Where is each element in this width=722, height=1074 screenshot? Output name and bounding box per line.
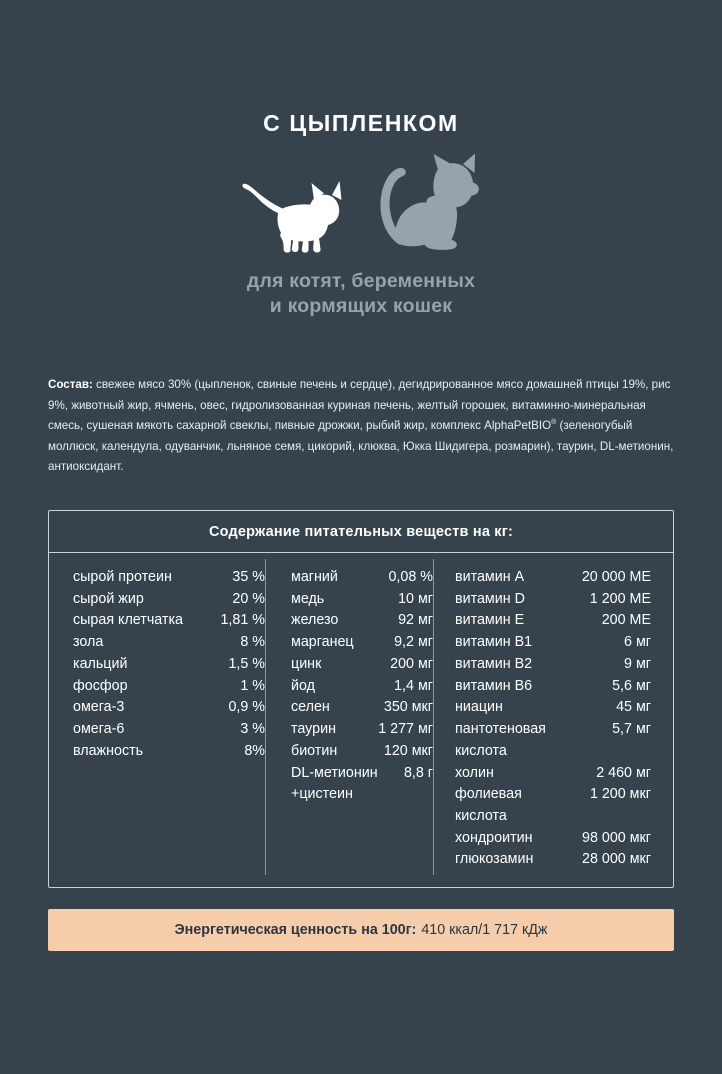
nutrient-name: хондроитин (455, 829, 533, 846)
composition-text-after-brand: (зеленогубый моллюск, календула, одуванчик, льняное семя, цикорий, клюква, Юкка Шидигера, розмарин), таурин, DL-метионин, антиоксидант. (48, 419, 674, 474)
nutrition-row (455, 784, 651, 806)
hero-section (0, 0, 722, 319)
nutrition-row (73, 589, 265, 611)
nutrient-value: 1,5 % (228, 655, 265, 672)
nutrient-value: 5,7 мг (612, 721, 651, 738)
nutrient-name: омега-3 (73, 699, 125, 716)
nutrition-column-1 (49, 567, 265, 871)
nutrient-value: 350 мкг (383, 699, 433, 716)
nutrient-name: витамин Е (455, 612, 525, 629)
nutrient-name: железо (291, 612, 339, 629)
nutrient-value: 1 200 МЕ (589, 590, 651, 607)
nutrition-row (73, 676, 265, 698)
composition-brand-name: AlphaPetBIO (484, 419, 552, 433)
nutrient-name: селен (291, 699, 330, 716)
nutrient-value: 1 % (240, 677, 265, 694)
nutrient-name: влажность (73, 742, 144, 759)
nutrition-row (291, 654, 433, 676)
nutrition-row (291, 741, 433, 763)
nutrition-column-3 (433, 567, 669, 871)
nutrient-name: витамин А (455, 569, 525, 586)
nutrient-value: 2 460 мг (596, 764, 651, 781)
nutrient-name: омега-6 (73, 721, 125, 738)
nutrition-row (455, 676, 651, 698)
nutrient-name: +цистеин (291, 786, 353, 803)
nutrition-row (455, 589, 651, 611)
nutrient-name: холин (455, 764, 494, 781)
nutrient-name: таурин (291, 721, 336, 738)
energy-value-number: 410 ккал/1 717 кДж (421, 922, 548, 939)
nutrient-name: витамин В1 (455, 634, 533, 651)
nutrient-value: 20 000 МЕ (581, 569, 651, 586)
adult-cat-silhouette-icon (370, 153, 482, 253)
registered-mark-icon: ® (551, 419, 557, 427)
nutrient-name: пантотеновая (455, 721, 546, 738)
nutrition-row (455, 741, 651, 763)
nutrition-row (73, 610, 265, 632)
page-title: С ЦЫПЛЕНКОМ (263, 110, 459, 136)
nutrient-name: фолиевая (455, 786, 522, 803)
nutrient-name: кислота (455, 807, 507, 824)
nutrition-row (73, 697, 265, 719)
nutrient-name: сырой протеин (73, 569, 172, 586)
nutrient-value: 45 мг (616, 699, 651, 716)
nutrition-row (455, 567, 651, 589)
nutrient-name: кальций (73, 655, 128, 672)
hero-subtitle (0, 269, 722, 319)
nutrient-value: 0,08 % (388, 569, 433, 586)
energy-value-bar (48, 909, 674, 951)
nutrition-row (291, 589, 433, 611)
nutrient-name: биотин (291, 742, 338, 759)
nutrient-value: 5,6 мг (612, 677, 651, 694)
nutrient-value: 92 мг (398, 612, 433, 629)
nutrition-row (291, 763, 433, 785)
nutrition-row (73, 654, 265, 676)
nutrition-row (455, 828, 651, 850)
nutrient-value: 8,8 г (403, 764, 433, 781)
nutrient-name: ниацин (455, 699, 503, 716)
nutrition-row (455, 654, 651, 676)
nutrient-name: медь (291, 590, 325, 607)
nutrient-name: витамин В6 (455, 677, 533, 694)
nutrient-value: 9 мг (624, 655, 651, 672)
nutrient-value: 200 МЕ (601, 612, 651, 629)
nutrient-value: 120 мкг (383, 742, 433, 759)
nutrient-value: 1,81 % (220, 612, 265, 629)
nutrition-row (73, 741, 265, 763)
nutrient-name: витамин В2 (455, 655, 533, 672)
nutrient-name: марганец (291, 634, 354, 651)
nutrition-table-header: Содержание питательных веществ на кг: (49, 511, 673, 553)
nutrition-row (455, 849, 651, 871)
nutrient-name: сырой жир (73, 590, 144, 607)
nutrition-row (73, 632, 265, 654)
column-divider-1 (265, 559, 266, 875)
nutrition-row (455, 697, 651, 719)
nutrition-column-2 (265, 567, 433, 871)
nutrient-value: 28 000 мкг (582, 851, 651, 868)
nutrient-value: 1 277 мг (378, 721, 433, 738)
nutrient-value: 3 % (240, 721, 265, 738)
nutrition-row (291, 676, 433, 698)
nutrition-row (455, 632, 651, 654)
nutrient-name: витамин D (455, 590, 525, 607)
nutrient-name: магний (291, 569, 338, 586)
nutrition-row (455, 763, 651, 785)
nutrient-value: 0,9 % (228, 699, 265, 716)
nutrient-name: глюкозамин (455, 851, 534, 868)
nutrient-value: 1 200 мкг (589, 786, 651, 803)
nutrient-value: 6 мг (624, 634, 651, 651)
nutrition-row (291, 697, 433, 719)
nutrient-value: 9,2 мг (394, 634, 433, 651)
nutrition-row (455, 719, 651, 741)
hero-subtitle-line-2: и кормящих кошек (269, 294, 453, 317)
nutrient-name: зола (73, 634, 104, 651)
nutrition-row (291, 567, 433, 589)
nutrition-row (291, 784, 433, 806)
nutrient-name: фосфор (73, 677, 128, 694)
nutrient-value: 35 % (232, 569, 265, 586)
nutrition-row (73, 567, 265, 589)
nutrient-value: 8% (244, 742, 265, 759)
nutrition-row (73, 719, 265, 741)
nutrient-value: 1,4 мг (394, 677, 433, 694)
nutrient-value: 8 % (240, 634, 265, 651)
hero-subtitle-line-1: для котят, беременных (246, 270, 476, 292)
composition-label: Состав: (48, 377, 93, 391)
nutrition-table (48, 510, 674, 888)
nutrition-table-body (49, 553, 673, 887)
composition-text-before-brand: свежее мясо 30% (цыпленок, свиные печень и сердце), дегидрированное мясо домашней птицы 19%, рис 9%, животный жир, ячмень, овес, гидролизованная куриная печень, желтый горошек, витаминно-минеральная смесь, сушеная мякоть сахарной свеклы, пивные дрожжи, рыбий жир, комплекс (48, 377, 671, 433)
nutrient-name: цинк (291, 655, 322, 672)
nutrient-value: 20 % (232, 590, 265, 607)
nutrition-row (291, 610, 433, 632)
nutrient-name: DL-метионин (291, 764, 378, 781)
nutrient-value: 98 000 мкг (582, 829, 651, 846)
nutrition-row (455, 806, 651, 828)
nutrient-name: сырая клетчатка (73, 612, 183, 629)
nutrient-name: кислота (455, 742, 507, 759)
column-divider-2 (433, 559, 434, 875)
nutrient-name: йод (291, 677, 315, 694)
nutrition-row (291, 632, 433, 654)
nutrition-row (291, 719, 433, 741)
kitten-silhouette-icon (240, 173, 348, 253)
nutrition-row (455, 610, 651, 632)
composition-paragraph (48, 375, 674, 478)
nutrient-value: 200 мг (390, 655, 433, 672)
cat-silhouettes-group (0, 157, 722, 253)
energy-value-label: Энергетическая ценность на 100г: (174, 922, 417, 939)
nutrient-value: 10 мг (398, 590, 433, 607)
